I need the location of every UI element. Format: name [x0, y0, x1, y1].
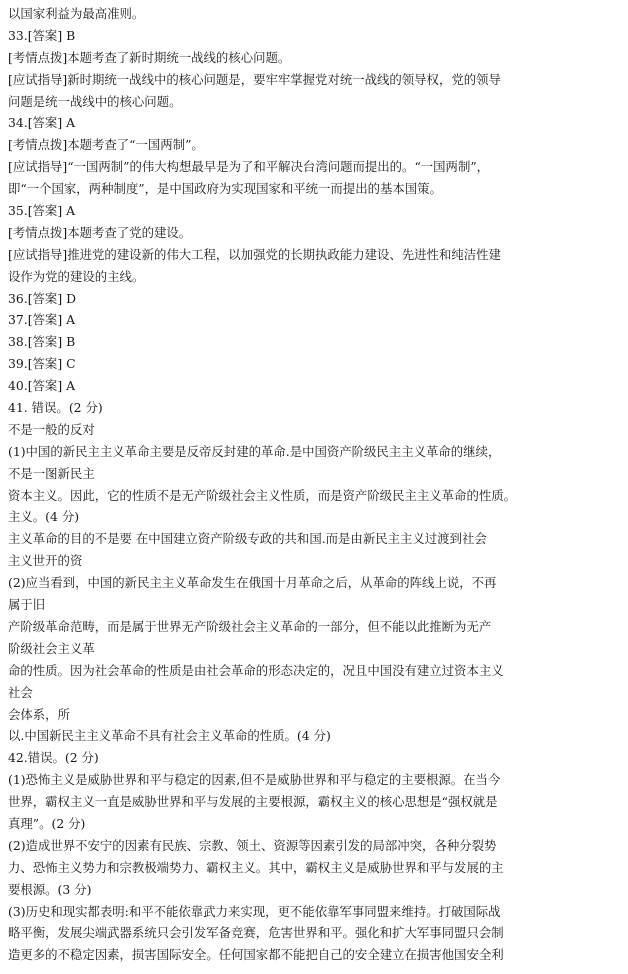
text-line: 以国家利益为最高准则。 — [8, 6, 145, 21]
text-line: 主义。(4 分) — [8, 509, 80, 525]
text-line: 会体系，所 — [8, 706, 70, 722]
text-line: 力、恐怖主义势力和宗教极端势力、霸权主义。其中，霸权主义是威胁世界和平与发展的主 — [8, 859, 504, 875]
text-line: 不是一图新民主 — [8, 465, 95, 481]
answer-line-39: 39.[答案] C — [8, 356, 76, 372]
text-line: 不是一般的反对 — [8, 421, 95, 437]
text-line: 阶级社会主义革 — [8, 640, 95, 656]
text-line: [考情点拨]本题考查了新时期统一战线的核心问题。 — [8, 49, 291, 65]
answer-line-41: 41. 错误。(2 分) — [8, 400, 103, 416]
text-line: [考情点拨]本题考查了党的建设。 — [8, 224, 192, 240]
text-line: 要根源。(3 分) — [8, 881, 92, 897]
text-line: 产阶级革命范畴，而是属于世界无产阶级社会主义革命的一部分，但不能以此推断为无产 — [8, 618, 492, 634]
text-line: 主义革命的目的不是要 在中国建立资产阶级专政的共和国.而是由新民主主义过渡到社会 — [8, 531, 487, 547]
text-line: 命的性质。因为社会革命的性质是由社会革命的形态决定的，况且中国没有建立过资本主义 — [8, 662, 504, 678]
text-line: (3)历史和现实都表明:和平不能依靠武力来实现，更不能依靠军事同盟来维持。打破国际战 — [8, 903, 501, 919]
text-line: 属于旧 — [8, 597, 46, 613]
text-line: 社会 — [8, 684, 33, 700]
text-line: (2)造成世界不安宁的因素有民族、宗教、领土、资源等因素引发的局部冲突，各种分裂势 — [8, 837, 497, 853]
text-line: 资本主义。因此，它的性质不是无产阶级社会主义性质，而是资产阶级民主主义革命的性质。 — [8, 487, 517, 503]
text-line: (1)中国的新民主主义革命主要是反帝反封建的革命.是中国资产阶级民主主义革命的继续， — [8, 443, 501, 459]
text-line: 以.中国新民主主义革命不具有社会主义革命的性质。(4 分) — [8, 728, 331, 744]
text-line: 设作为党的建设的主线。 — [8, 268, 145, 284]
answer-line-35: 35.[答案] A — [8, 203, 76, 219]
text-line: 真理”。(2 分) — [8, 815, 86, 831]
text-line: [应试指导]推进党的建设新的伟大工程，以加强党的长期执政能力建设、先进性和纯洁性建 — [8, 246, 501, 262]
text-line: [考情点拨]本题考查了“一国两制”。 — [8, 137, 204, 153]
answer-line-38: 38.[答案] B — [8, 334, 76, 350]
text-line: (1)恐怖主义是威胁世界和平与稳定的因素,但不是威胁世界和平与稳定的主要根源。在当今 — [8, 772, 501, 788]
text-line: 世界，霸权主义一直是威胁世界和平与发展的主要根源，霸权主义的核心思想是“强权就是 — [8, 794, 498, 810]
text-line: [应试指导]“一国两制”的伟大构想最早是为了和平解决台湾问题而提出的。“一国两制”， — [8, 159, 490, 175]
text-line: 问题是统一战线中的核心问题。 — [8, 93, 182, 109]
text-line: 略平衡，发展尖端武器系统只会引发军备竞赛，危害世界和平。强化和扩大军事同盟只会制 — [8, 925, 504, 941]
answer-line-42: 42.错误。(2 分) — [8, 750, 99, 766]
text-line: 造更多的不稳定因素，损害国际安全。任何国家都不能把自己的安全建立在损害他国安全利 — [8, 947, 504, 963]
answer-line-36: 36.[答案] D — [8, 290, 77, 306]
answer-line-37: 37.[答案] A — [8, 312, 76, 328]
answer-line-34: 34.[答案] A — [8, 115, 76, 131]
text-line: [应试指导]新时期统一战线中的核心问题是，要牢牢掌握党对统一战线的领导权，党的领导 — [8, 71, 501, 87]
text-line: (2)应当看到，中国的新民主主义革命发生在俄国十月革命之后，从革命的阵线上说，不再 — [8, 575, 497, 591]
text-line: 即“一个国家，两种制度”，是中国政府为实现国家和平统一而提出的基本国策。 — [8, 181, 442, 197]
answer-line-40: 40.[答案] A — [8, 378, 76, 394]
answer-line-33: 33.[答案] B — [8, 27, 76, 43]
text-line: 主义世开的资 — [8, 553, 83, 569]
